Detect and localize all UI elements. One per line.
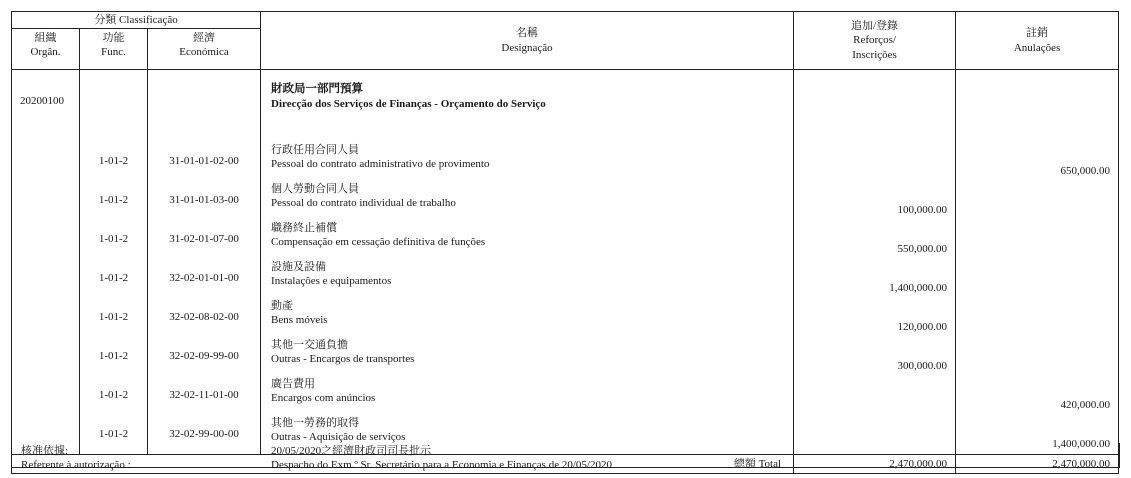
econ-code: 32-02-09-99-00 [148, 337, 261, 376]
designation-pt: Pessoal do contrato individual de trabalho [271, 197, 456, 210]
anulacoes-value [956, 259, 1119, 298]
func-code: 1-01-2 [80, 415, 148, 455]
authorization-label-pt: Referente à autorização : [21, 459, 131, 471]
authorization-footer [11, 443, 1120, 471]
reforcos-value [794, 376, 956, 415]
designation-cn: 廣告費用 [271, 378, 316, 390]
section-title [261, 70, 794, 143]
authorization-text-cn: 20/05/2020之經濟財政司司長批示 [271, 445, 432, 457]
func-code: 1-01-2 [80, 142, 148, 181]
total-reforcos: 2,470,000.00 [794, 455, 956, 474]
economic-header-pt: Económica [179, 46, 229, 59]
func-code: 1-01-2 [80, 259, 148, 298]
designation [261, 376, 794, 415]
designation-cn: 其他一勞務的取得 [271, 417, 360, 429]
authorization-text-pt: Despacho do Exm.º Sr. Secretário para a Economia e Finanças de 20/05/2020 [271, 459, 612, 471]
anulacoes-value [956, 298, 1119, 337]
table-row [12, 142, 1119, 181]
designation-cn: 行政任用合同人員 [271, 144, 360, 156]
designation-cn: 動產 [271, 300, 294, 312]
budget-table [11, 11, 1119, 474]
reinforcements-header-pt1: Reforços/ [853, 34, 896, 47]
classification-header: 分類 Classificação [12, 12, 261, 29]
designation-cn: 個人勞動合同人員 [271, 183, 360, 195]
budget-document [11, 11, 1118, 474]
func-code: 1-01-2 [80, 376, 148, 415]
reforcos-value [794, 142, 956, 181]
cancellations-header-pt: Anulações [1013, 41, 1061, 54]
total-anulacoes: 2,470,000.00 [956, 455, 1119, 474]
designation-pt: Instalações e equipamentos [271, 275, 392, 288]
table-row [12, 220, 1119, 259]
designation-cn: 其他一交通負擔 [271, 339, 349, 351]
designation-pt: Pessoal do contrato administrativo de provimento [271, 158, 490, 171]
cancellations-header [956, 12, 1119, 70]
functional-header-pt: Func. [101, 46, 126, 59]
organic-header-cn: 組織 [34, 32, 57, 44]
table-row [12, 337, 1119, 376]
anulacoes-value [956, 220, 1119, 259]
table-row [12, 376, 1119, 415]
designation [261, 298, 794, 337]
func-code: 1-01-2 [80, 220, 148, 259]
designation-pt: Bens móveis [271, 314, 328, 327]
econ-code: 32-02-08-02-00 [148, 298, 261, 337]
organic-code: 20200100 [12, 70, 80, 143]
table-row [12, 259, 1119, 298]
anulacoes-value: 1,400,000.00 [956, 415, 1119, 455]
section-title-pt: Direcção dos Serviços de Finanças - Orçamento do Serviço [271, 97, 546, 110]
designation [261, 181, 794, 220]
section-title-cn: 財政局一部門預算 [271, 83, 364, 95]
econ-code: 32-02-01-01-00 [148, 259, 261, 298]
func-code: 1-01-2 [80, 337, 148, 376]
designation-pt: Outras - Encargos de transportes [271, 353, 415, 366]
reforcos-value: 550,000.00 [794, 220, 956, 259]
anulacoes-value: 650,000.00 [956, 142, 1119, 181]
reinforcements-header-cn: 追加/登錄 [851, 20, 899, 33]
designation-pt: Encargos com anúncios [271, 392, 376, 405]
designation-cn: 職務終止補償 [271, 222, 338, 234]
econ-code: 31-01-01-02-00 [148, 142, 261, 181]
organic-header [12, 29, 80, 70]
cancellations-header-cn: 註銷 [1026, 27, 1049, 40]
reforcos-value: 120,000.00 [794, 298, 956, 337]
economic-header [148, 29, 261, 70]
reforcos-value: 1,400,000.00 [794, 259, 956, 298]
designation-header [261, 12, 794, 70]
designation-header-cn: 名稱 [516, 27, 539, 40]
authorization-label-cn: 核准依據: [21, 445, 69, 457]
reforcos-value: 100,000.00 [794, 181, 956, 220]
table-row [12, 181, 1119, 220]
designation-cn: 設施及設備 [271, 261, 327, 273]
anulacoes-value [956, 181, 1119, 220]
anulacoes-value [956, 337, 1119, 376]
reforcos-value: 300,000.00 [794, 337, 956, 376]
anulacoes-value: 420,000.00 [956, 376, 1119, 415]
econ-code: 32-02-11-01-00 [148, 376, 261, 415]
econ-code: 31-01-01-03-00 [148, 181, 261, 220]
organic-header-pt: Orgân. [30, 46, 61, 59]
table-row [12, 298, 1119, 337]
designation-header-pt: Designação [501, 41, 553, 54]
econ-code: 31-02-01-07-00 [148, 220, 261, 259]
func-code: 1-01-2 [80, 181, 148, 220]
total-label: 總額 Total [12, 455, 794, 474]
functional-header-cn: 功能 [102, 32, 125, 44]
economic-header-cn: 經濟 [193, 32, 216, 44]
reinforcements-header-pt2: Inscrições [852, 48, 897, 61]
designation [261, 142, 794, 181]
econ-code: 32-02-99-00-00 [148, 415, 261, 455]
reinforcements-header [794, 12, 956, 70]
functional-header [80, 29, 148, 70]
designation [261, 220, 794, 259]
designation-pt: Outras - Aquisição de serviços [271, 431, 406, 444]
designation [261, 337, 794, 376]
designation-pt: Compensação em cessação definitiva de funções [271, 236, 486, 249]
func-code: 1-01-2 [80, 298, 148, 337]
designation [261, 259, 794, 298]
